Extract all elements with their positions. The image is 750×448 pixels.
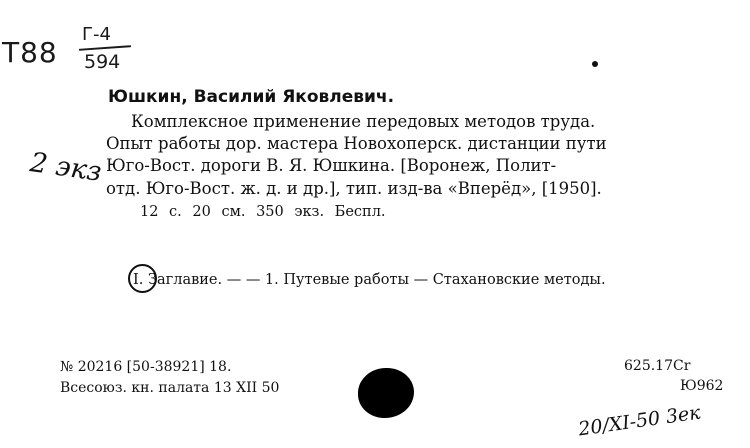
tracings-line	[133, 272, 606, 288]
title-line-2: Опыт работы дор. мастера Новохоперск. дистанции пути	[106, 134, 607, 153]
physical-description: 12 с. 20 см. 350 экз. Беспл.	[140, 204, 386, 220]
call-number-main: Т88	[2, 36, 58, 69]
author-mark: Ю962	[680, 378, 724, 394]
card-number: № 20216 [50-38921] 18.	[60, 359, 232, 375]
punch-hole	[358, 368, 414, 418]
title-line-3: Юго-Вост. дороги В. Я. Юшкина. [Воронеж, Полит-	[106, 156, 557, 175]
chamber-date: Всесоюз. кн. палата 13 XII 50	[60, 380, 280, 396]
call-number-fraction-line	[79, 45, 131, 51]
author-heading: Юшкин, Василий Яковлевич.	[108, 87, 395, 107]
classification-code: 625.17Cr	[624, 358, 691, 374]
title-line-1: Комплексное применение передовых методов труда.	[131, 112, 596, 131]
call-number-denominator: 594	[84, 51, 121, 73]
title-line-4: отд. Юго-Вост. ж. д. и др.], тип. изд-ва «Вперёд», [1950].	[106, 179, 602, 198]
tracing-text: Заглавие. — — 1. Путевые работы — Стахановские методы.	[147, 272, 606, 288]
call-number-numerator: Г-4	[82, 24, 111, 45]
ink-dot	[592, 61, 598, 67]
tracing-roman-numeral: I.	[133, 272, 144, 288]
handwritten-copies-note: 2 экз	[28, 147, 104, 188]
handwritten-date-note: 20/XI-50 3ек	[577, 401, 702, 441]
